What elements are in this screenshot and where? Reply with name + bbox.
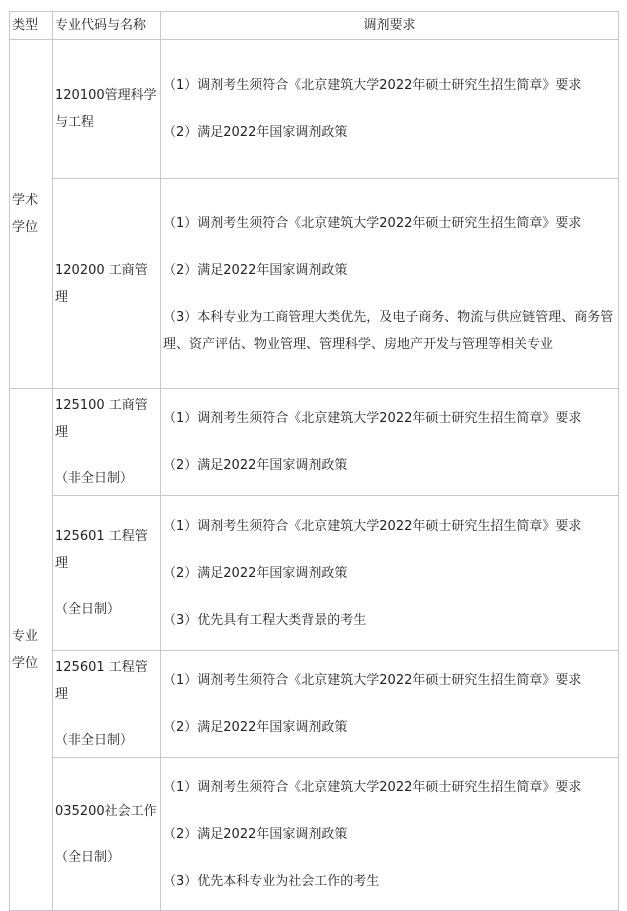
code-text: 120100管理科学与工程 bbox=[55, 88, 157, 130]
code-cell bbox=[53, 758, 161, 911]
study-mode-text: （全日制） bbox=[55, 849, 121, 865]
table-row bbox=[10, 651, 619, 758]
requirement-item: （2）满足2022年国家调剂政策 bbox=[163, 565, 348, 581]
study-mode-text: （全日制） bbox=[55, 602, 121, 617]
code-text: 125601 工程管理 bbox=[55, 660, 148, 702]
header-code-name: 专业代码与名称 bbox=[53, 12, 161, 40]
header-type: 类型 bbox=[10, 12, 53, 40]
code-text: 125601 工程管理 bbox=[55, 529, 148, 571]
requirements-cell bbox=[161, 758, 619, 911]
requirements-cell bbox=[161, 651, 619, 758]
requirement-item: （3）本科专业为工商管理大类优先，及电子商务、物流与供应链管理、商务管理、资产评估、物业管理、管理科学、房地产开发与管理等相关专业 bbox=[163, 309, 614, 352]
header-row bbox=[10, 12, 619, 40]
requirement-item: （1）调剂考生须符合《北京建筑大学2022年硕士研究生招生简章》要求 bbox=[163, 518, 582, 534]
code-cell bbox=[53, 389, 161, 496]
requirements-cell bbox=[161, 496, 619, 651]
type-cell: 学术学位 bbox=[10, 40, 53, 389]
code-cell bbox=[53, 179, 161, 389]
table-row bbox=[10, 496, 619, 651]
table-row bbox=[10, 179, 619, 389]
table-row bbox=[10, 758, 619, 911]
requirement-item: （1）调剂考生须符合《北京建筑大学2022年硕士研究生招生简章》要求 bbox=[163, 215, 582, 231]
type-cell: 专业学位 bbox=[10, 389, 53, 911]
code-text: 125100 工商管理 bbox=[55, 398, 148, 440]
requirements-cell bbox=[161, 40, 619, 179]
requirement-item: （3）优先本科专业为社会工作的考生 bbox=[163, 873, 380, 889]
requirement-item: （1）调剂考生须符合《北京建筑大学2022年硕士研究生招生简章》要求 bbox=[163, 411, 582, 426]
requirement-item: （2）满足2022年国家调剂政策 bbox=[163, 125, 348, 140]
adjustment-table bbox=[9, 11, 619, 911]
requirement-item: （1）调剂考生须符合《北京建筑大学2022年硕士研究生招生简章》要求 bbox=[163, 673, 582, 688]
code-text: 035200社会工作 bbox=[55, 803, 157, 819]
requirement-item: （2）满足2022年国家调剂政策 bbox=[163, 458, 348, 473]
code-cell bbox=[53, 40, 161, 179]
requirement-item: （1）调剂考生须符合《北京建筑大学2022年硕士研究生招生简章》要求 bbox=[163, 779, 582, 795]
code-cell bbox=[53, 651, 161, 758]
requirements-cell bbox=[161, 389, 619, 496]
requirement-item: （1）调剂考生须符合《北京建筑大学2022年硕士研究生招生简章》要求 bbox=[163, 78, 582, 93]
code-cell bbox=[53, 496, 161, 651]
requirement-item: （2）满足2022年国家调剂政策 bbox=[163, 720, 348, 735]
study-mode-text: （非全日制） bbox=[55, 733, 134, 748]
study-mode-text: （非全日制） bbox=[55, 471, 134, 486]
requirement-item: （2）满足2022年国家调剂政策 bbox=[163, 262, 348, 278]
requirements-cell bbox=[161, 179, 619, 389]
requirement-item: （2）满足2022年国家调剂政策 bbox=[163, 826, 348, 842]
code-text: 120200 工商管理 bbox=[55, 262, 148, 305]
table-row bbox=[10, 40, 619, 179]
requirement-item: （3）优先具有工程大类背景的考生 bbox=[163, 612, 367, 628]
header-requirements: 调剂要求 bbox=[161, 12, 619, 40]
table-row bbox=[10, 389, 619, 496]
